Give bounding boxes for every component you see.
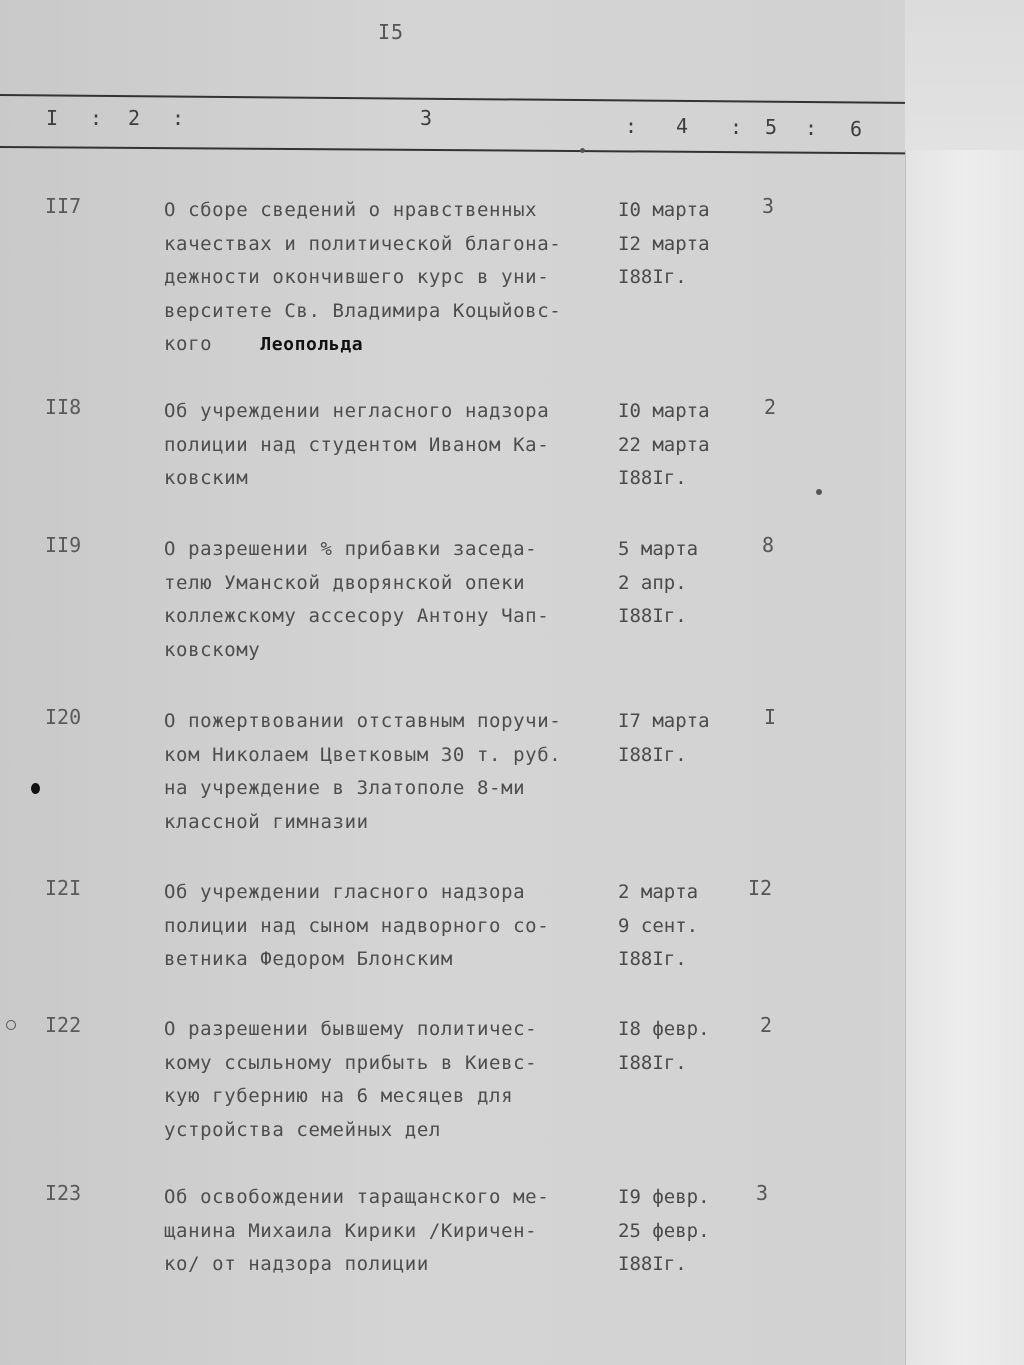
punch-mark [6, 1020, 16, 1030]
record-title [164, 705, 609, 839]
col-separator: : [730, 115, 743, 139]
title-line: полиции над сыном надворного со- [164, 914, 550, 937]
title-line: О сборе сведений о нравственных [164, 199, 538, 221]
column-header-row [0, 106, 905, 141]
title-line: ком Николаем Цветковым 30 т. руб. [164, 743, 562, 766]
title-line: кому ссыльному прибыть в Киевс- [164, 1051, 538, 1074]
date-line: I88Iг. [618, 1051, 687, 1074]
record-title [164, 395, 609, 496]
title-line: кую губернию на 6 месяцев для [164, 1085, 514, 1107]
col-3-label: 3 [420, 106, 433, 130]
handwritten-name: Леопольда [260, 334, 364, 355]
date-line: 2 апр. [618, 571, 687, 594]
title-line: классной гимназии [164, 810, 369, 833]
sheet-count: 8 [762, 533, 775, 557]
title-line: О разрешении бывшему политичес- [164, 1018, 538, 1040]
date-line: 5 марта [618, 538, 699, 560]
date-line: I0 марта [618, 400, 710, 422]
record-number: I2I [45, 876, 82, 900]
date-line: I88Iг. [618, 1253, 687, 1275]
title-fragment: кого [164, 333, 213, 355]
col-2-label: 2 [128, 106, 141, 130]
record-dates [618, 876, 738, 977]
sheet-count: 2 [764, 395, 777, 419]
record-number: II8 [45, 395, 82, 419]
record-dates [618, 395, 738, 496]
title-line: Об освобождении таращанского ме- [164, 1186, 550, 1208]
record-title [164, 1181, 609, 1282]
title-line: ковским [164, 467, 249, 489]
col-separator: : [172, 106, 185, 130]
record-dates [618, 705, 738, 772]
title-line: щанина Михаила Кирики /Киричен- [164, 1219, 538, 1242]
title-line: Об учреждении гласного надзора [164, 881, 526, 903]
title-line: устройства семейных дел [164, 1118, 441, 1141]
date-line: I7 марта [618, 710, 710, 732]
title-line [164, 328, 609, 362]
record-dates [618, 194, 738, 295]
record-title [164, 1013, 609, 1147]
record-number: II7 [45, 194, 82, 218]
date-line: I2 марта [618, 232, 710, 255]
col-4-label: 4 [676, 114, 689, 138]
col-6-label: 6 [850, 117, 863, 141]
record-dates [618, 1181, 738, 1282]
record-title [164, 533, 609, 667]
date-line: I9 февр. [618, 1186, 710, 1208]
col-separator: : [625, 114, 638, 138]
date-line: I88Iг. [618, 605, 687, 627]
sheet-count: 2 [760, 1013, 773, 1037]
date-line: I88Iг. [618, 266, 687, 288]
record-number: I23 [45, 1181, 82, 1205]
title-line: полиции над студентом Иваном Ка- [164, 433, 550, 456]
record-number: I20 [45, 705, 82, 729]
date-line: 25 февр. [618, 1219, 710, 1242]
record-number: I22 [45, 1013, 82, 1037]
title-line: ветника Федором Блонским [164, 948, 453, 970]
sheet-count: 3 [756, 1181, 769, 1205]
sheet-count: 3 [762, 194, 775, 218]
paper-speck [580, 148, 585, 153]
title-line: Об учреждении негласного надзора [164, 400, 550, 422]
title-line: качествах и политической благона- [164, 232, 562, 255]
title-line: на учреждение в Златополе 8-ми [164, 777, 526, 799]
title-line: О разрешении % прибавки заседа- [164, 538, 538, 560]
record-dates [618, 533, 738, 634]
record-dates [618, 1013, 738, 1080]
underlying-sheet-edge [905, 150, 1024, 1365]
title-line: телю Уманской дворянской опеки [164, 571, 526, 594]
page-number: I5 [378, 20, 405, 44]
col-separator: : [805, 116, 818, 140]
date-line: 9 сент. [618, 914, 699, 937]
date-line: 2 марта [618, 881, 699, 903]
title-line: верситете Св. Владимира Коцыйовс- [164, 299, 562, 322]
date-line: I88Iг. [618, 467, 687, 489]
sheet-count: I [764, 705, 777, 729]
col-5-label: 5 [765, 115, 778, 139]
date-line: I88Iг. [618, 743, 687, 766]
col-1-label: I [46, 106, 59, 130]
title-line: ко/ от надзора полиции [164, 1253, 429, 1275]
sheet-count: I2 [748, 876, 773, 900]
underlying-sheet-edge-top [905, 0, 1024, 150]
date-line: I0 марта [618, 199, 710, 221]
record-title [164, 876, 609, 977]
title-line: О пожертвовании отставным поручи- [164, 710, 562, 732]
ink-dot [31, 783, 40, 794]
title-line: дежности окончившего курс в уни- [164, 266, 550, 288]
title-line: ковскому [164, 638, 261, 661]
record-number: II9 [45, 533, 82, 557]
date-line: 22 марта [618, 433, 710, 456]
record-title [164, 194, 609, 362]
date-line: I88Iг. [618, 948, 687, 970]
col-separator: : [90, 106, 103, 130]
date-line: I8 февр. [618, 1018, 710, 1040]
title-line: коллежскому ассесору Антону Чап- [164, 605, 550, 627]
paper-speck [816, 489, 822, 495]
